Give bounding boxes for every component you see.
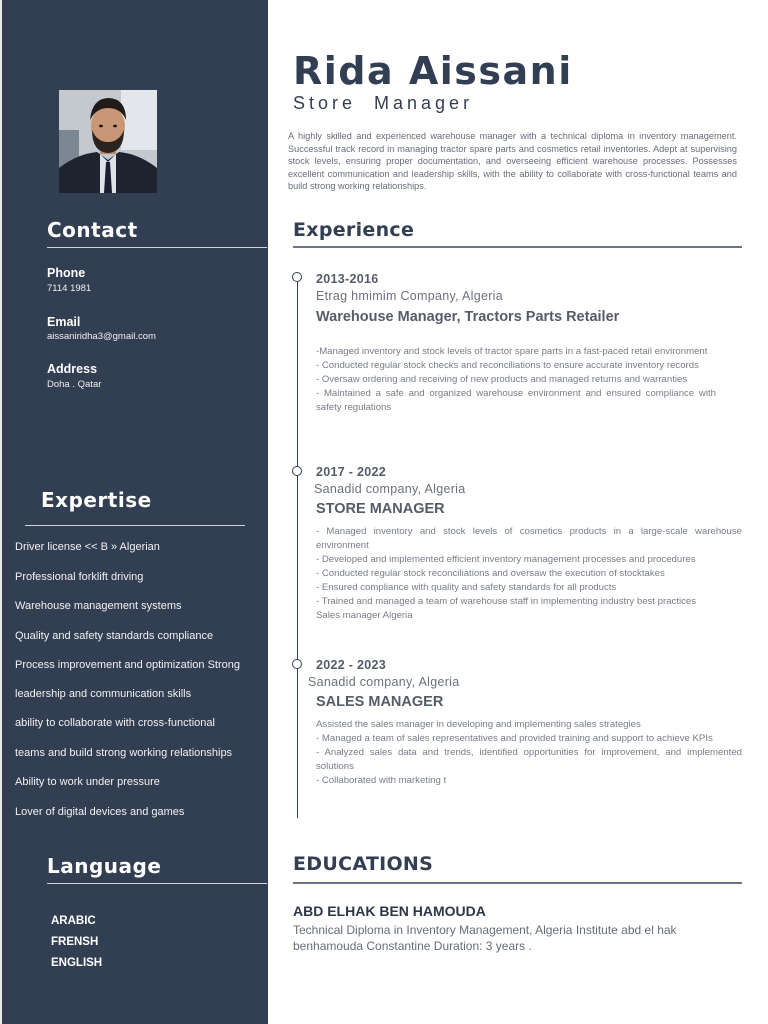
job-bullet: -Managed inventory and stock levels of tractor spare parts in a fast-paced retail environment [316, 346, 708, 357]
expertise-item: Ability to work under pressure [15, 776, 160, 788]
education-divider [293, 882, 742, 884]
address-label: Address [47, 362, 98, 376]
expertise-item: teams and build strong working relationships [15, 747, 233, 759]
sidebar [0, 0, 268, 1024]
job-company: Sanadid company, Algeria [314, 482, 466, 496]
sidebar-edge [0, 0, 2, 1024]
job-dates: 2022 - 2023 [316, 658, 387, 672]
experience-heading: Experience [293, 219, 415, 241]
contact-divider [47, 247, 267, 248]
job-dates: 2013-2016 [316, 272, 379, 286]
education-description: Technical Diploma in Inventory Management, Algeria Institute abd el hak benhamouda Constantine Duration: 3 years . [293, 923, 677, 953]
language-heading: Language [47, 854, 162, 878]
language-item: ENGLISH [51, 957, 103, 969]
language-item: FRENSH [51, 936, 99, 948]
language-divider [47, 883, 267, 884]
job-bullet: Sales manager Algeria [316, 610, 413, 621]
address-value: Doha . Qatar [47, 379, 102, 390]
education-heading: EDUCATIONS [293, 853, 434, 875]
expertise-item: Quality and safety standards compliance [15, 630, 214, 642]
job-bullet: - Ensured compliance with quality and safety standards for all products [316, 582, 617, 593]
timeline-dot [292, 272, 302, 282]
job-bullet: - Conducted regular stock reconciliations and oversaw the execution of stocktakes [316, 568, 665, 579]
email-value: aissaniridha3@gmail.com [47, 331, 156, 342]
job-bullet: Assisted the sales manager in developing and implementing sales strategies [316, 719, 641, 730]
job-title: Warehouse Manager, Tractors Parts Retailer [316, 309, 620, 325]
job-company: Sanadid company, Algeria [308, 675, 460, 689]
profile-photo-image [59, 90, 157, 193]
phone-label: Phone [47, 266, 86, 280]
job-bullet: - Collaborated with marketing t [316, 775, 447, 786]
job-bullet: - Managed inventory and stock levels of cosmetics products in a large-scale warehouse environment [316, 526, 742, 551]
expertise-item: Process improvement and optimization Strong [15, 659, 240, 671]
job-company: Etrag hmimim Company, Algeria [316, 289, 504, 303]
job-bullet: - Analyzed sales data and trends, identified opportunities for improvement, and implemented solutions [316, 747, 742, 772]
job-bullet: - Oversaw ordering and receiving of new products and managed returns and warranties [316, 374, 688, 385]
expertise-item: leadership and communication skills [15, 688, 192, 700]
job-description [316, 718, 742, 788]
profile-photo [59, 90, 157, 193]
person-name: Rida Aissani [293, 49, 573, 93]
expertise-item: Driver license << B » Algerian [15, 541, 160, 553]
timeline-dot [292, 659, 302, 669]
job-bullet: - Developed and implemented efficient inventory management processes and procedures [316, 554, 696, 565]
timeline-line [297, 278, 298, 818]
experience-divider [293, 246, 742, 248]
job-bullet: - Trained and managed a team of warehouse staff in implementing industry best practices [316, 596, 697, 607]
job-description [316, 345, 716, 415]
expertise-item: Lover of digital devices and games [15, 806, 185, 818]
job-title: STORE MANAGER [316, 501, 445, 517]
expertise-item: Professional forklift driving [15, 571, 144, 583]
expertise-item: ability to collaborate with cross-functional [15, 717, 215, 729]
profile-summary: A highly skilled and experienced warehouse manager with a technical diploma in inventory management. Successful track record in managing tractor spare parts and cosmetics retail inventories. Adept at supervising stock levels, ensuring proper documentation, and overseeing efficient warehouse processes. Possesses excellent communication and leadership skills, with the ability to collaborate with cross-functional teams and build strong working relationships. [288, 131, 737, 192]
job-description [316, 525, 742, 623]
email-label: Email [47, 315, 81, 329]
job-dates: 2017 - 2022 [316, 465, 387, 479]
person-title: Store Manager [293, 93, 474, 113]
job-bullet: - Conducted regular stock checks and reconciliations to ensure accurate inventory records [316, 360, 699, 371]
job-title: SALES MANAGER [316, 694, 444, 710]
contact-heading: Contact [47, 218, 138, 242]
expertise-heading: Expertise [41, 488, 152, 512]
job-bullet: - Maintained a safe and organized warehouse environment and ensured compliance with safety regulations [316, 388, 716, 413]
language-item: ARABIC [51, 915, 96, 927]
expertise-divider [25, 525, 245, 526]
job-bullet: - Managed a team of sales representatives and provided training and support to achieve KPIs [316, 733, 713, 744]
timeline-dot [292, 466, 302, 476]
expertise-item: Warehouse management systems [15, 600, 182, 612]
phone-value: 7114 1981 [47, 283, 92, 294]
education-school: ABD ELHAK BEN HAMOUDA [293, 903, 486, 919]
